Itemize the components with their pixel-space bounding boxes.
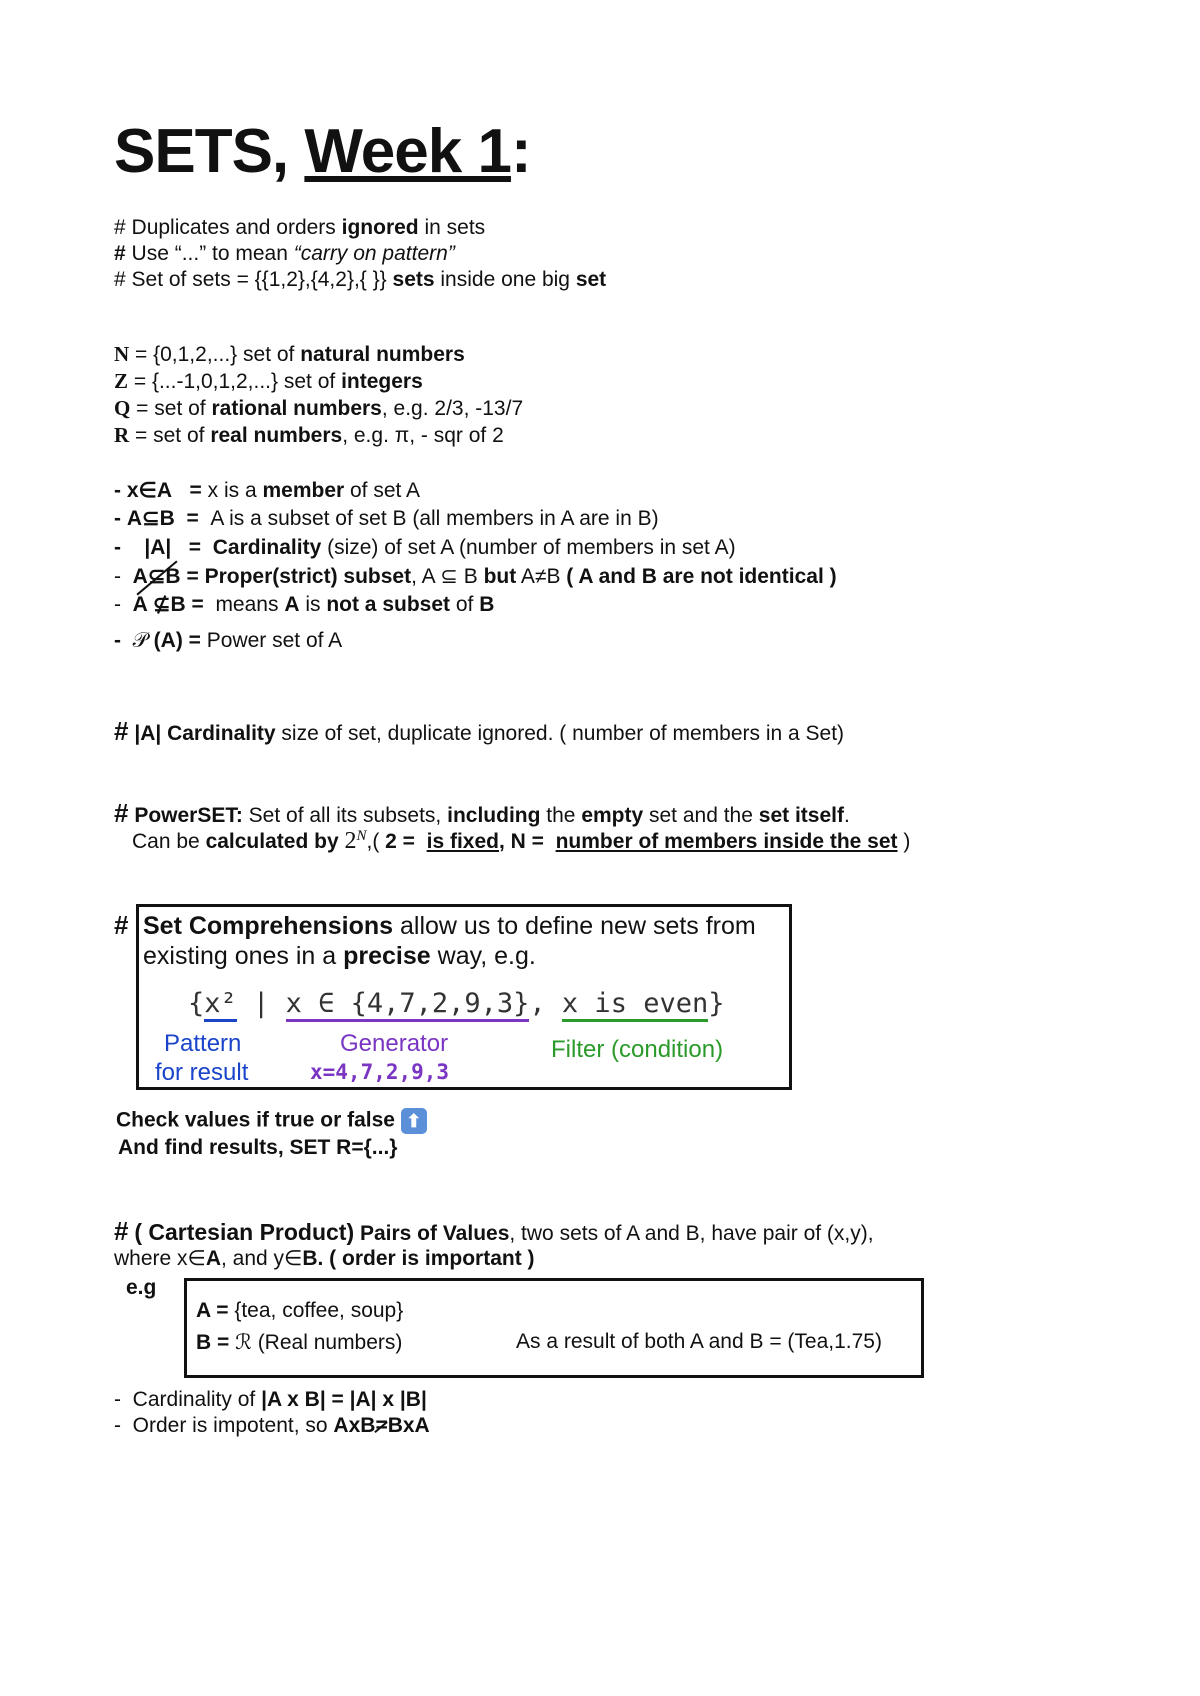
title-prefix: SETS, [114,117,305,186]
cardinality-note: # |A| Cardinality size of set, duplicate ignored. ( number of members in a Set) [114,716,845,746]
title-colon: : [510,117,531,186]
set-b-definition: B = ℛ (Real numbers) [196,1331,403,1354]
set-integers: Z = {...-1,0,1,2,...} set of integers [114,369,423,393]
cartesian-result: As a result of both A and B = (Tea,1.75) [516,1330,882,1353]
notation-not-subset: - A ⊈B = means A is not a subset of B [114,593,495,616]
cartesian-bullet-2: - Order is impotent, so AxB=BxA [114,1414,430,1437]
set-rational: Q = set of rational numbers, e.g. 2/3, -13/7 [114,396,524,420]
notation-cardinality: - |A| = Cardinality (size) of set A (number of members in set A) [114,536,736,559]
filter-label: Filter (condition) [551,1036,724,1063]
cartesian-line-1: # ( Cartesian Product) Pairs of Values, two sets of A and B, have pair of (x,y), [114,1216,874,1246]
check-line-2: And find results, SET R={...} [118,1136,398,1159]
notation-subset: - A⊆B = A is a subset of set B (all members in A are in B) [114,507,659,530]
expr-filter: x is even [562,988,708,1022]
set-a-definition: A = {tea, coffee, soup} [196,1299,404,1322]
comprehension-line-1: Set Comprehensions allow us to define new sets from [143,912,756,940]
set-natural: N = {0,1,2,...} set of natural numbers [114,342,465,366]
expr-generator: x ∈ {4,7,2,9,3} [286,988,530,1022]
eg-label: e.g [126,1276,157,1299]
generator-values: x=4,7,2,9,3 [310,1060,450,1084]
pattern-label-2: for result [155,1059,249,1086]
page-title [114,116,531,187]
powerset-note: # PowerSET: Set of all its subsets, including the empty set and the set itself. [114,798,850,828]
up-arrow-icon: ⬆ [401,1108,427,1134]
intro-line-3: # Set of sets = {{1,2},{4,2},{ }} sets inside one big set [114,268,607,291]
generator-label: Generator [340,1030,449,1057]
cartesian-box [184,1278,924,1378]
comprehension-hash: # [114,910,129,940]
expr-pattern: x² [204,988,237,1022]
pattern-label-1: Pattern [164,1030,242,1057]
powerset-formula: Can be calculated by $2^N$,( 2 = is fixed, N = number of members inside the set ) [132,828,911,854]
comprehension-expression: {x² | x ∈ {4,7,2,9,3}, x is even} [188,988,725,1019]
notation-proper-subset: - A⊆B = Proper(strict) subset, A ⊆ B but A≠B ( A and B are not identical ) [114,565,837,588]
intro-line-2: # Use “...” to mean “carry on pattern” [114,242,455,265]
check-line-1: Check values if true or false ⬆ [116,1108,427,1134]
set-real: R = set of real numbers, e.g. π, - sqr of 2 [114,423,504,447]
cartesian-bullet-1: - Cardinality of |A x B| = |A| x |B| [114,1388,427,1411]
intro-line-1: # Duplicates and orders ignored in sets [114,216,486,239]
notation-powerset: - 𝒫 (A) = Power set of A [114,628,343,652]
title-week: Week 1 [304,117,511,186]
comprehension-line-2: existing ones in a precise way, e.g. [143,942,536,970]
cartesian-line-2: where x∈A, and y∈B. ( order is important ) [114,1247,535,1270]
notation-member: - x∈A = x is a member of set A [114,479,421,502]
